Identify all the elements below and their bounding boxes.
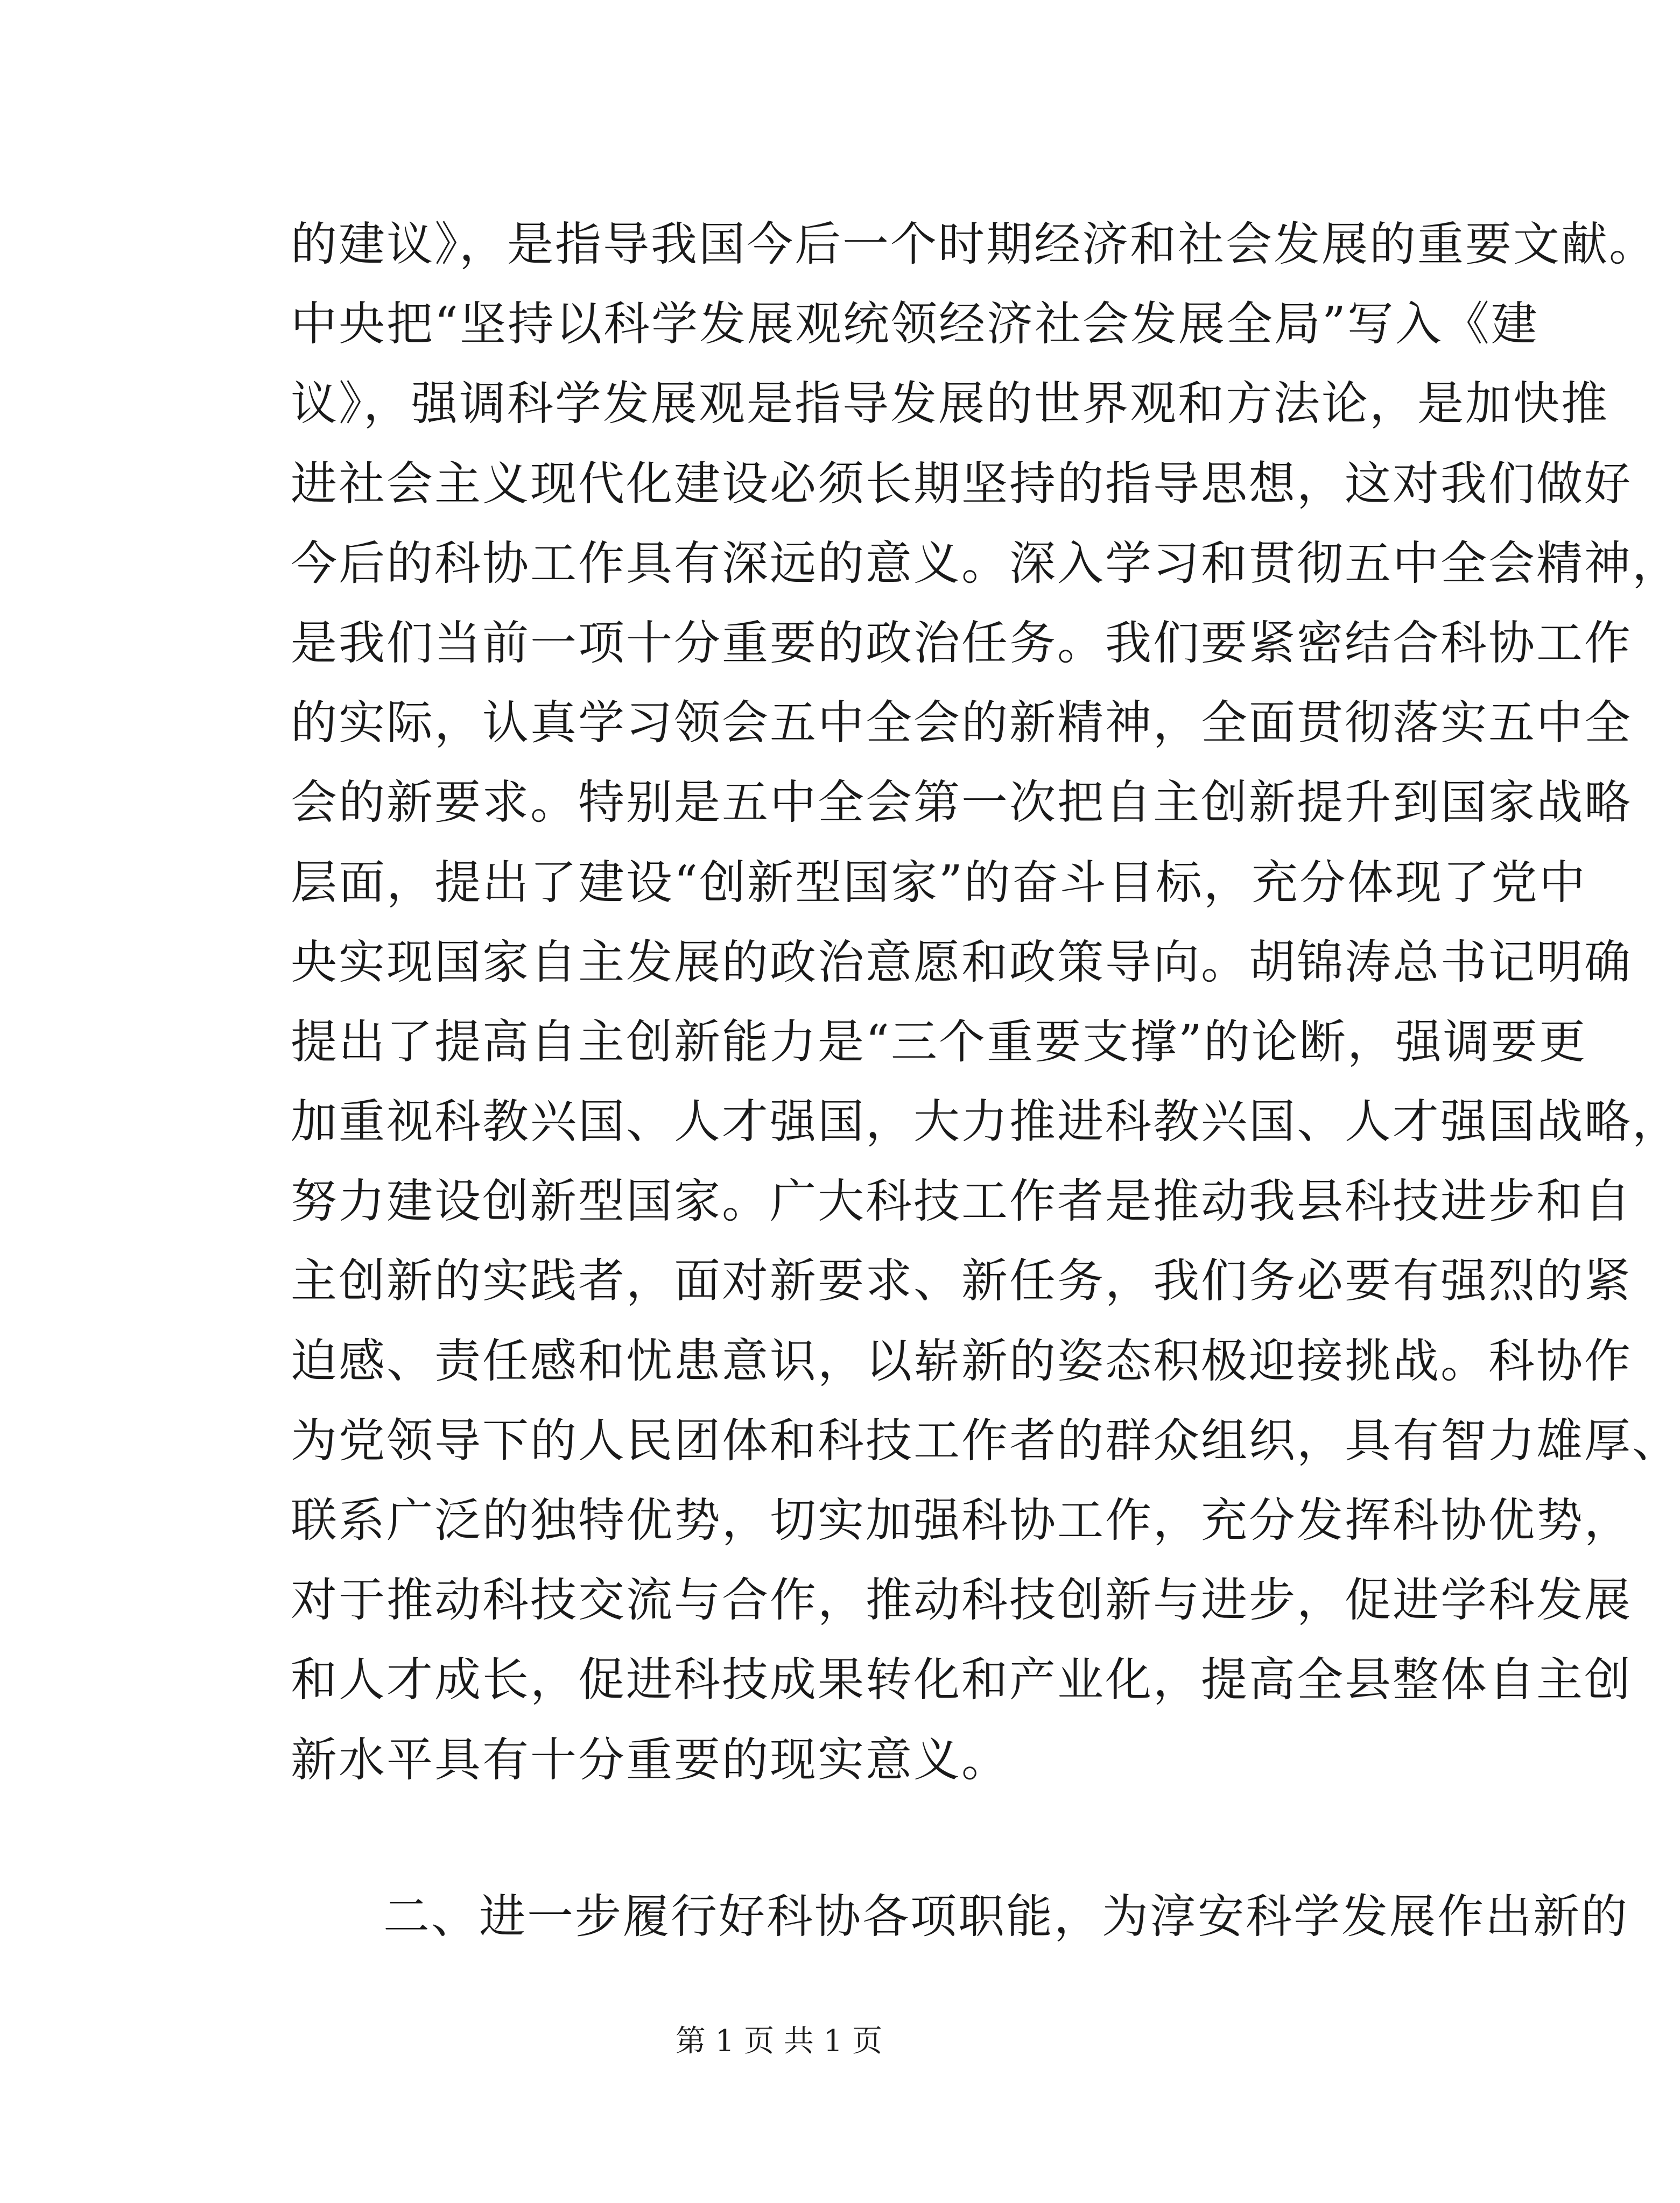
paragraph-line: 是我们当前一项十分重要的政治任务。我们要紧密结合科协工作 (291, 616, 1632, 670)
paragraph-line: 主创新的实践者，面对新要求、新任务，我们务必要有强烈的紧 (291, 1254, 1632, 1308)
paragraph-line: 中央把“坚持以科学发展观统领经济社会发展全局”写入《建 (291, 297, 1539, 351)
paragraph-line: 新水平具有十分重要的现实意义。 (291, 1733, 1009, 1787)
section-heading: 二、进一步履行好科协各项职能，为淳安科学发展作出新的 (383, 1890, 1629, 1944)
paragraph-line: 迫感、责任感和忧患意识，以崭新的姿态积极迎接挑战。科协作 (291, 1334, 1632, 1388)
paragraph-line: 的实际，认真学习领会五中全会的新精神，全面贯彻落实五中全 (291, 696, 1632, 750)
paragraph-line: 会的新要求。特别是五中全会第一次把自主创新提升到国家战略 (291, 776, 1632, 830)
paragraph-line: 议》，强调科学发展观是指导发展的世界观和方法论，是加快推 (291, 377, 1609, 431)
paragraph-line: 层面，提出了建设“创新型国家”的奋斗目标，充分体现了党中 (291, 855, 1587, 910)
paragraph-line: 提出了提高自主创新能力是“三个重要支撑”的论断，强调要更 (291, 1015, 1587, 1069)
paragraph-line: 努力建设创新型国家。广大科技工作者是推动我县科技进步和自 (291, 1174, 1632, 1229)
page-footer: 第 1 页 共 1 页 (675, 2024, 883, 2059)
paragraph-line: 和人才成长，促进科技成果转化和产业化，提高全县整体自主创 (291, 1653, 1632, 1707)
paragraph-line: 进社会主义现代化建设必须长期坚持的指导思想，这对我们做好 (291, 456, 1632, 511)
paragraph-line: 加重视科教兴国、人才强国，大力推进科教兴国、人才强国战略， (291, 1095, 1680, 1149)
paragraph-line: 今后的科协工作具有深远的意义。深入学习和贯彻五中全会精神， (291, 536, 1680, 590)
paragraph-line: 的建议》，是指导我国今后一个时期经济和社会发展的重要文献。 (291, 217, 1657, 271)
paragraph-line: 为党领导下的人民团体和科技工作者的群众组织，具有智力雄厚、 (291, 1413, 1680, 1468)
body-paragraph (291, 205, 1680, 1800)
paragraph-line: 联系广泛的独特优势，切实加强科协工作，充分发挥科协优势， (291, 1494, 1632, 1547)
paragraph-line: 对于推动科技交流与合作，推动科技创新与进步，促进学科发展 (291, 1573, 1632, 1628)
paragraph-line: 央实现国家自主发展的政治意愿和政策导向。胡锦涛总书记明确 (291, 935, 1632, 989)
